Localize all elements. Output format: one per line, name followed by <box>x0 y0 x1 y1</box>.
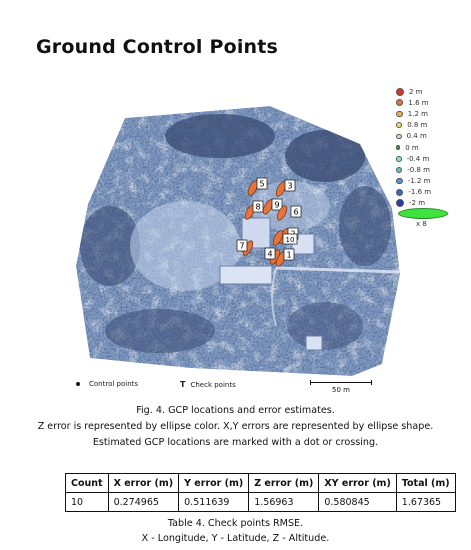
gcp-label: 7 <box>239 241 245 251</box>
legend-label: -2 m <box>409 199 426 208</box>
legend-label: 0 m <box>405 143 419 152</box>
column-header: Z error (m) <box>249 474 319 493</box>
legend-swatch <box>396 145 400 149</box>
legend-label: -1.2 m <box>407 177 431 186</box>
column-header: Total (m) <box>396 474 455 493</box>
legend-label: 2 m <box>409 87 423 96</box>
rmse-table <box>65 473 456 512</box>
table-row <box>66 493 456 512</box>
table-cell: 1.67365 <box>396 493 455 512</box>
legend-swatch <box>396 199 404 207</box>
check-points-label: Check points <box>190 380 236 389</box>
gcp-label: 5 <box>259 179 265 189</box>
figure-caption-line: Estimated GCP locations are marked with a dot or crossing. <box>92 437 379 448</box>
control-points-label: Control points <box>89 380 139 388</box>
legend-swatch <box>396 99 403 106</box>
column-header: Y error (m) <box>179 474 249 493</box>
z-error-legend <box>396 86 466 209</box>
scale-factor-label: x 8 <box>416 220 427 228</box>
table-cell: 1.56963 <box>249 493 319 512</box>
legend-item <box>396 86 466 97</box>
legend-label: -0.8 m <box>407 165 430 174</box>
ellipse-scale-legend <box>398 208 458 228</box>
legend-swatch <box>396 88 404 96</box>
legend-label: -0.4 m <box>406 154 430 163</box>
legend-item <box>396 164 466 175</box>
legend-swatch <box>396 189 403 196</box>
gcp-label: 1 <box>286 250 292 260</box>
table-caption-line: Table 4. Check points RMSE. <box>167 518 304 529</box>
page-title: Ground Control Points <box>36 36 279 58</box>
column-header: XY error (m) <box>319 474 396 493</box>
legend-label: -1.6 m <box>408 188 432 197</box>
legend-label: 1.2 m <box>407 109 428 118</box>
gcp-label: 8 <box>255 202 261 212</box>
table-caption-line: X - Longitude, Y - Latitude, Z - Altitude. <box>141 533 330 544</box>
gcp-label: 10 <box>285 236 295 244</box>
column-header: Count <box>66 474 109 493</box>
column-header: X error (m) <box>108 474 179 493</box>
table-cell: 0.580845 <box>319 493 396 512</box>
legend-label: 0.4 m <box>406 132 427 141</box>
figure-caption-line: Fig. 4. GCP locations and error estimates. <box>136 405 335 416</box>
legend-swatch <box>396 134 402 140</box>
legend-label: 1.6 m <box>408 98 429 107</box>
legend-item <box>396 108 466 119</box>
control-point-dot-icon <box>76 382 80 386</box>
legend-item <box>396 120 466 131</box>
gcp-label: 6 <box>293 207 299 217</box>
table-cell: 10 <box>66 493 109 512</box>
gcp-label: 4 <box>267 249 273 259</box>
legend-item <box>396 187 466 198</box>
figure-caption-line: Z error is represented by ellipse color. X,Y errors are represented by ellipse shape. <box>37 421 434 432</box>
map-scale-bar <box>310 380 372 394</box>
legend-swatch <box>396 111 403 118</box>
orthomosaic-map <box>70 96 410 376</box>
legend-swatch <box>396 167 402 173</box>
check-points-key <box>180 380 236 389</box>
legend-swatch <box>396 178 403 185</box>
gcp-label: 3 <box>287 181 293 191</box>
legend-item <box>396 97 466 108</box>
legend-item <box>396 176 466 187</box>
check-point-icon: T <box>180 380 186 389</box>
legend-item <box>396 142 466 153</box>
control-points-key <box>76 380 138 388</box>
legend-item <box>396 131 466 142</box>
scale-bar-label: 50 m <box>332 386 350 394</box>
legend-swatch <box>396 156 402 162</box>
table-cell: 0.511639 <box>179 493 249 512</box>
legend-swatch <box>396 122 402 128</box>
legend-label: 0.8 m <box>407 121 428 130</box>
gcp-label: 9 <box>274 200 280 210</box>
table-header-row <box>66 474 456 493</box>
table-cell: 0.274965 <box>108 493 179 512</box>
legend-item <box>396 153 466 164</box>
scale-ellipse <box>398 208 448 219</box>
